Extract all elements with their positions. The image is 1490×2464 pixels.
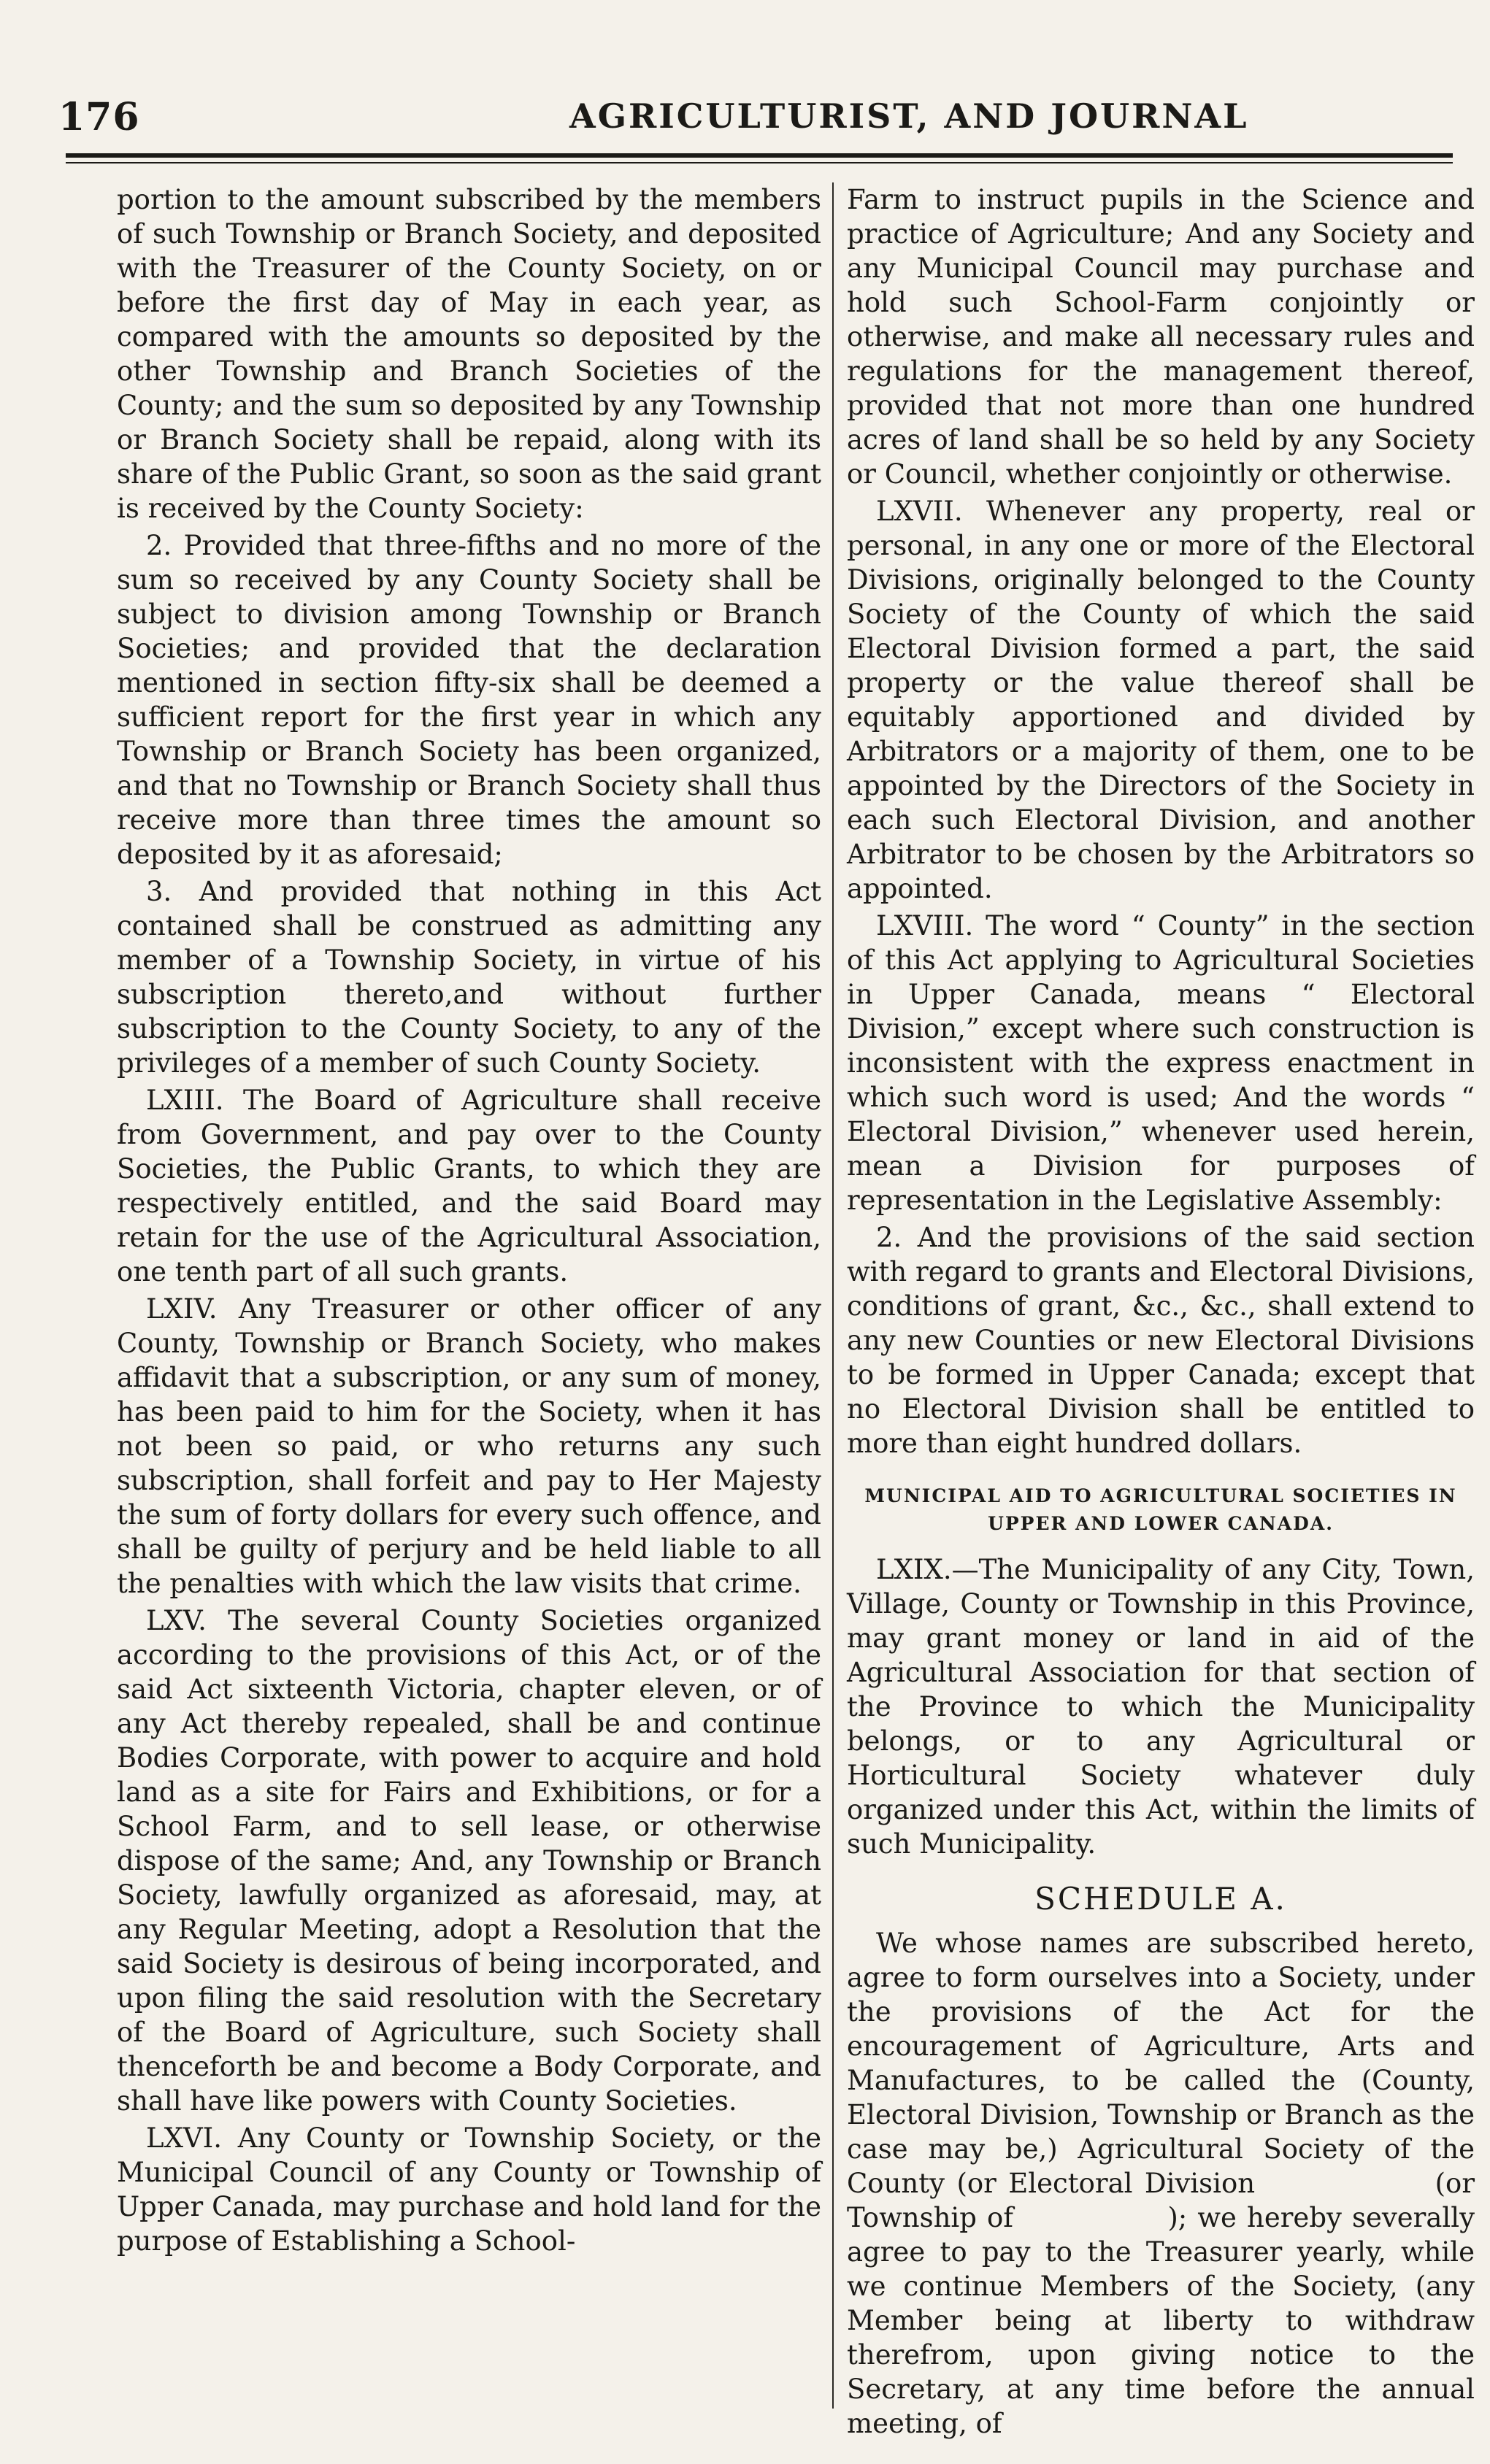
schedule-blank — [1024, 2202, 1157, 2233]
section-lxvii: LXVII. Whenever any property, real or personal, in any one or more of the Electoral Divisions, originally belonged to the County Society of the County of which the said Electoral Division formed a part, the said property or the value thereof shall be equitably apportioned and divided by Arbitrators or a majority of them, one to be appointed by the Directors of the Society in each such Electoral Division, and another Arbitrator to be chosen by the Arbitrators so appointed. — [847, 496, 1475, 904]
paragraph-proviso-3: 3. And provided that nothing in this Act contained shall be construed as admitting any member of a Township Society, in virtue of his subscription thereto,and without further subscription to the County Society, to any of the privileges of a member of such County Society. — [117, 876, 821, 1079]
schedule-title: SCHEDULE A. — [1034, 1881, 1287, 1917]
paragraph-proviso-2: 2. Provided that three-fifths and no more of the sum so received by any County Society shall be subject to division among Township or Branch Societies; and provided that the declaration mentioned in section fifty-six shall be deemed a sufficient report for the first year in which any Township or Branch Society has been organized, and that no Township or Branch Society shall thus receive more than three times the amount so deposited by it as aforesaid; — [117, 530, 821, 870]
section-heading: MUNICIPAL AID TO AGRICULTURAL SOCIETIES IN UPPER AND LOWER CANADA. — [864, 1485, 1457, 1534]
running-title: AGRICULTURIST, AND JOURNAL — [569, 96, 1249, 136]
right-column — [847, 182, 1475, 2439]
header-rule-thin — [66, 162, 1453, 163]
column-divider — [832, 182, 834, 2409]
header-rule — [66, 153, 1453, 158]
section-lxv: LXV. The several County Societies organized according to the provisions of this Act, or of the said Act sixteenth Victoria, chapter eleven, or of any Act thereby repealed, shall be and continue Bodies Corporate, with power to acquire and hold land as a site for Fairs and Exhibitions, or for a School Farm, and to sell lease, or otherwise dispose of the same; And, any Township or Branch Society, lawfully organized as aforesaid, may, at any Regular Meeting, adopt a Resolution that the said Society is desirous of being incorporated, and upon filing the said resolution with the Secretary of the Board of Agriculture, such Society shall thenceforth be and become a Body Corporate, and shall have like powers with County Societies. — [117, 1605, 821, 2117]
section-lxix: LXIX.—The Municipality of any City, Town, Village, County or Township in this Province, may grant money or land in aid of the Agricultural Association for that section of the Province to which the Municipality belongs, or to any Agricultural or Horticultural Society whatever duly organized under this Act, within the limits of such Municipality. — [847, 1554, 1475, 1860]
paragraph-continued: portion to the amount subscribed by the members of such Township or Branch Society, and deposited with the Treasurer of the County Society, on or before the first day of May in each year, as compared with the amounts so deposited by the other Township and Branch Societies of the County; and the sum so deposited by any Township or Branch Society shall be repaid, along with its share of the Public Grant, so soon as the said grant is received by the County Society: — [117, 184, 821, 524]
schedule-text — [847, 1926, 1475, 2441]
section-lxiii: LXIII. The Board of Agriculture shall receive from Government, and pay over to the County Societies, the Public Grants, to which they are respectively entitled, and the said Board may retain for the use of the Agricultural Association, one tenth part of all such grants. — [117, 1085, 821, 1287]
section-lxvi-continued: Farm to instruct pupils in the Science and practice of Agriculture; And any Society and any Municipal Council may purchase and hold such School-Farm conjointly or otherwise, and make all necessary rules and regulations for the management thereof, provided that not more than one hundred acres of land shall be so held by any Society or Council, whether conjointly or otherwise. — [847, 184, 1475, 490]
schedule-text-part-2: (or Township of — [847, 2168, 1475, 2233]
page-header — [44, 66, 1445, 161]
schedule-text-part-1: We whose names are subscribed hereto, agree to form ourselves into a Society, under the provisions of the Act for the encouragement of Agriculture, Arts and Manufactures, to be called the (County, Electoral Division, Township or Branch as the case may be,) Agricultural Society of the County (or Electoral Division — [847, 1928, 1475, 2199]
page-number: 176 — [58, 95, 140, 139]
schedule-text-part-3: ); we hereby severally agree to pay to the Treasurer yearly, while we continue Members of the Society, (any Member being at liberty to withdraw therefrom, upon giving notice to the Secretary, at any time before the annual meeting, of — [847, 2202, 1475, 2439]
section-lxiv: LXIV. Any Treasurer or other officer of any County, Township or Branch Society, who makes affidavit that a subscription, or any sum of money, has been paid to him for the Society, when it has not been so paid, or who returns any such subscription, shall forfeit and pay to Her Majesty the sum of forty dollars for every such offence, and shall be guilty of perjury and be held liable to all the penalties with which the law visits that crime. — [117, 1293, 821, 1599]
left-column — [117, 182, 821, 2413]
schedule-blank — [1267, 2168, 1424, 2199]
section-lxvi: LXVI. Any County or Township Society, or the Municipal Council of any County or Township of Upper Canada, may purchase and hold land for the purpose of Establishing a School- — [117, 2122, 821, 2257]
section-lxviii-2: 2. And the provisions of the said section with regard to grants and Electoral Divisions, conditions of grant, &c., &c., shall extend to any new Counties or new Electoral Divisions to be formed in Upper Canada; except that no Electoral Division shall be entitled to more than eight hundred dollars. — [847, 1222, 1475, 1459]
section-lxviii: LXVIII. The word “ County” in the section of this Act applying to Agricultural Societies in Upper Canada, means “ Electoral Division,” except where such construction is inconsistent with the express enactment in which such word is used; And the words “ Electoral Division,” whenever used herein, mean a Division for purposes of representation in the Legislative Assembly: — [847, 910, 1475, 1216]
